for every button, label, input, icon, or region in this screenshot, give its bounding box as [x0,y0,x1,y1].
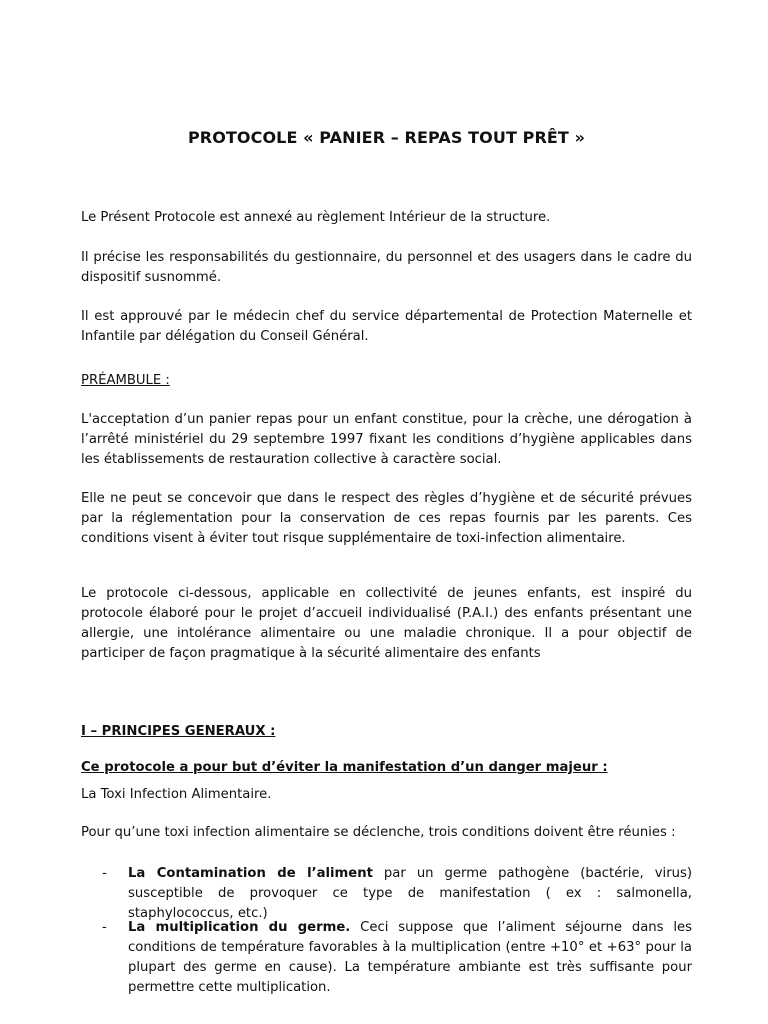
list-item-multiplication [81,918,692,998]
bullet-bold-label: La Contamination de l’aliment [128,866,373,881]
intro-paragraph-1: Le Présent Protocole est annexé au règlement Intérieur de la structure. [81,210,551,225]
bullet-bold-label: La multiplication du germe. [128,920,351,935]
section-1-subheading: Ce protocole a pour but d’éviter la manifestation d’un danger majeur : [81,760,608,775]
bullet-dash: - [102,920,107,935]
list-item-contamination [81,864,692,924]
section-1-line-2: Pour qu’une toxi infection alimentaire se déclenche, trois conditions doivent être réunies : [81,825,676,840]
intro-paragraph-3: Il est approuvé par le médecin chef du service départemental de Protection Maternelle et Infantile par délégation du Conseil Général. [81,309,692,344]
bullet-dash: - [102,866,107,881]
section-1-line-1: La Toxi Infection Alimentaire. [81,787,272,802]
preambule-heading: PRÉAMBULE : [81,373,170,388]
preambule-paragraph-2: Elle ne peut se concevoir que dans le respect des règles d’hygiène et de sécurité prévues par la réglementation pour la conservation de ces repas fournis par les parents. Ces conditions visent à éviter tout risque supplémentaire de toxi-infection alimentaire. [81,491,692,546]
document-page [81,0,692,1024]
bullet-text: par un germe pathogène (bactérie, virus) susceptible de provoquer ce type de manifestation ( ex : salmonella, staphylococcus, etc.) [128,866,692,921]
intro-paragraph-2: Il précise les responsabilités du gestionnaire, du personnel et des usagers dans le cadre du dispositif susnommé. [81,250,692,285]
preambule-paragraph-1: L'acceptation d’un panier repas pour un enfant constitue, pour la crèche, une dérogation à l’arrêté ministériel du 29 septembre 1997 fixant les conditions d’hygiène applicables dans les établissements de restauration collective à caractère social. [81,412,692,467]
preambule-paragraph-3: Le protocole ci-dessous, applicable en collectivité de jeunes enfants, est inspiré du protocole élaboré pour le projet d’accueil individualisé (P.A.I.) des enfants présentant une allergie, une intolérance alimentaire ou une maladie chronique. Il a pour objectif de participer de façon pragmatique à la sécurité alimentaire des enfants [81,586,692,661]
section-1-heading: I – PRINCIPES GENERAUX : [81,724,276,739]
document-title: PROTOCOLE « PANIER – REPAS TOUT PRÊT » [187,128,586,147]
bullet-text: Ceci suppose que l’aliment séjourne dans les conditions de température favorables à la multiplication (entre +10° et +63° pour la plupart des germe en cause). La température ambiante est très suffisante pour permettre cette multiplication. [128,920,692,995]
